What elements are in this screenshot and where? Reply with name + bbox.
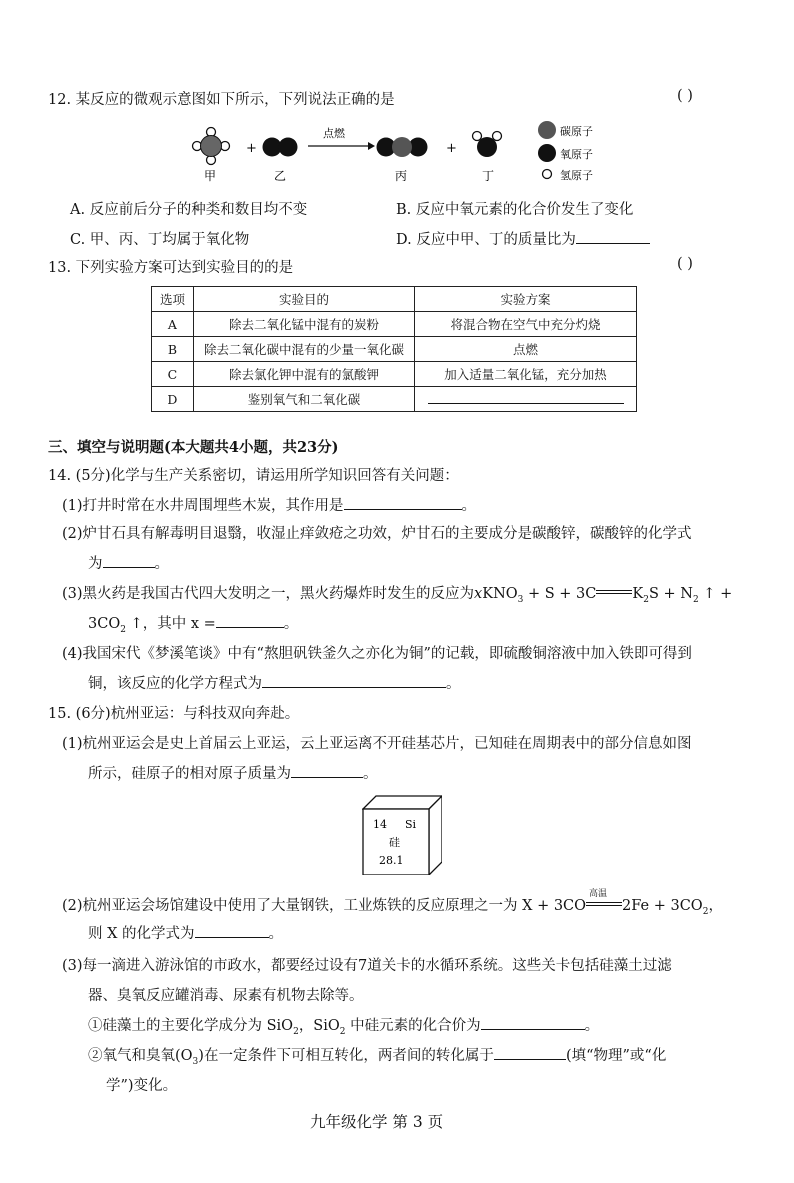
product-co2: 3CO <box>88 616 121 632</box>
reaction-diagram <box>180 112 620 192</box>
q15-stem: 15. (6分)杭州亚运：与科技双向奔赴。 <box>48 706 300 722</box>
row-b-purpose: 除去二氧化碳中混有的少量一氧化碳 <box>193 337 414 362</box>
q14-part3-question: ↑，其中 x = <box>125 616 216 632</box>
q14-part1-blank[interactable] <box>344 495 462 510</box>
table-row <box>152 362 637 387</box>
label-yi: 乙 <box>274 169 287 183</box>
table-row <box>152 387 637 412</box>
q15-part3-line2: 器、臭氧反应罐消毒、尿素有机物去除等。 <box>88 988 364 1004</box>
sio2-text-c: 中硅元素的化合价为 <box>345 1018 481 1034</box>
q12-option-d <box>396 228 650 249</box>
q14-part3-line1 <box>62 582 732 605</box>
sub-2b: 2 <box>692 594 699 605</box>
legend-oxygen: 氧原子 <box>560 148 593 161</box>
header-option: 选项 <box>152 287 194 312</box>
q14-part2-line1: (2)炉甘石具有解毒明目退翳，收湿止痒敛疮之功效，炉甘石的主要成分是碳酸锌，碳酸锌的化学式 <box>62 526 692 542</box>
sub-2e: 2 <box>293 1026 299 1037</box>
header-plan: 实验方案 <box>415 287 637 312</box>
water-molecule-icon <box>473 132 502 158</box>
q12-d-answer-blank[interactable] <box>576 229 650 244</box>
carbon-atom-legend-icon <box>538 121 556 139</box>
arrow-head-icon <box>368 142 375 150</box>
methane-molecule-icon <box>193 128 230 165</box>
q14-stem: 14. (5分)化学与生产关系密切，请运用所学知识回答有关问题： <box>48 468 459 484</box>
q14-part1-text: (1)打井时常在水井周围埋些木炭，其作用是 <box>62 498 344 514</box>
row-c-option: C <box>152 362 194 387</box>
row-d-purpose: 鉴别氧气和二氧化碳 <box>193 387 414 412</box>
q14-part4-line2 <box>88 672 461 693</box>
q12-option-b: B. 反应中氧元素的化合价发生了变化 <box>396 202 634 218</box>
reaction-condition: 点燃 <box>323 127 345 140</box>
q12-answer-bracket: ( ) <box>677 88 693 104</box>
q14-part3-end: 。 <box>283 616 299 632</box>
ozone-text-c: (填“物理”或“化 <box>565 1048 667 1064</box>
element-name: 硅 <box>389 836 400 849</box>
formula-kno3: KNO <box>482 586 518 602</box>
q15-part3-sub1-blank[interactable] <box>481 1015 585 1030</box>
sub-3b: 3 <box>192 1056 199 1067</box>
q12-option-c: C. 甲、丙、丁均属于氧化物 <box>70 232 250 248</box>
q14-part2-end: 。 <box>154 556 169 572</box>
element-symbol: Si <box>405 818 417 831</box>
q15-part3-sub2 <box>88 1044 666 1067</box>
row-d-plan-blank[interactable] <box>428 391 624 404</box>
q14-part2-prefix: 为 <box>88 556 103 572</box>
oxygen-atom-legend-icon <box>538 144 556 162</box>
q15-part1-end: 。 <box>363 766 378 782</box>
row-a-option: A <box>152 312 194 337</box>
q14-part3-text: (3)黑火药是我国古代四大发明之一，黑火药爆炸时发生的反应为 <box>62 586 475 602</box>
product-k: K <box>632 586 644 602</box>
oxygen-molecule-icon <box>263 138 298 157</box>
q15-part3-sub2-blank[interactable] <box>494 1045 566 1060</box>
silicon-element-cube <box>362 795 442 875</box>
q15-part2-line1 <box>62 889 723 917</box>
plus-sign-2: + <box>446 141 457 156</box>
carbon-dioxide-molecule-icon <box>377 137 428 157</box>
row-b-option: B <box>152 337 194 362</box>
q15-part3-sub2-line2: 学”)变化。 <box>106 1078 178 1094</box>
label-bing: 丙 <box>395 169 408 183</box>
sub-2f: 2 <box>339 1026 346 1037</box>
equals-sign-icon <box>596 590 632 594</box>
q15-part1-blank[interactable] <box>291 763 363 778</box>
label-jia: 甲 <box>204 169 217 183</box>
legend-hydrogen: 氢原子 <box>560 169 593 182</box>
sub-2c: 2 <box>120 624 126 635</box>
q14-part2-line2 <box>88 552 169 573</box>
reactants-rest: + S + 3C <box>523 586 597 602</box>
products-fe-co2: 2Fe + 3CO <box>622 898 703 914</box>
high-temp-equals-icon <box>586 889 622 910</box>
q15-part3-sub1-end: 。 <box>584 1018 600 1034</box>
gas-arrow-plus: ↑ + <box>698 586 733 602</box>
element-mass: 28.1 <box>379 854 404 867</box>
comma: ， <box>708 898 723 914</box>
row-d-option: D <box>152 387 194 412</box>
q15-part1-line1: (1)杭州亚运会是史上首届云上亚运，云上亚运离不开硅基芯片，已知硅在周期表中的部分信息如图 <box>62 736 692 752</box>
section3-title: 三、填空与说明题(本大题共4小题，共23分) <box>48 439 339 456</box>
q13-answer-bracket: ( ) <box>677 256 693 272</box>
q15-part3-sub1 <box>88 1014 599 1037</box>
q15-part2-question: 则 X 的化学式为 <box>88 926 195 942</box>
q14-part1 <box>62 494 476 515</box>
sub-3: 3 <box>517 594 524 605</box>
experiment-table <box>151 286 637 412</box>
sio2-text-b: ，SiO <box>298 1018 340 1034</box>
q14-part2-blank[interactable] <box>103 553 155 568</box>
table-row <box>152 337 637 362</box>
ozone-text-b: )在一定条件下可相互转化，两者间的转化属于 <box>198 1048 494 1064</box>
q15-part2-line2 <box>88 922 283 943</box>
q15-part2-text: (2)杭州亚运会场馆建设中使用了大量钢铁，工业炼铁的反应原理之一为 X + 3CO <box>62 898 587 914</box>
sub-2d: 2 <box>702 906 709 917</box>
q14-part4-blank[interactable] <box>262 673 446 688</box>
page-footer: 九年级化学 第 3 页 <box>310 1113 444 1131</box>
q12-option-a: A. 反应前后分子的种类和数目均不变 <box>70 202 308 218</box>
q12-stem: 12. 某反应的微观示意图如下所示，下列说法正确的是 <box>48 92 395 108</box>
q14-part1-end: 。 <box>461 498 477 514</box>
sio2-text-a: ①硅藻土的主要化学成分为 SiO <box>88 1018 294 1034</box>
condition-high-temp: 高温 <box>589 889 608 899</box>
row-d-plan[interactable] <box>415 387 637 412</box>
q14-part4-line1: (4)我国宋代《梦溪笔谈》中有“熬胆矾铁釜久之亦化为铜”的记载，即硫酸铜溶液中加入铁即可得到 <box>62 646 692 662</box>
q14-part4-text: 铜，该反应的化学方程式为 <box>88 676 262 692</box>
q15-part2-blank[interactable] <box>195 923 269 938</box>
element-number: 14 <box>373 818 387 831</box>
label-ding: 丁 <box>482 169 495 183</box>
row-c-purpose: 除去氯化钾中混有的氯酸钾 <box>193 362 414 387</box>
row-b-plan: 点燃 <box>415 337 637 362</box>
q14-part3-line2 <box>88 612 298 635</box>
legend-carbon: 碳原子 <box>560 125 593 138</box>
q15-part2-end: 。 <box>268 926 284 942</box>
coefficient-x: x <box>474 586 483 602</box>
plus-sign-1: + <box>246 141 257 156</box>
q15-part1-line2 <box>88 762 378 783</box>
q13-stem: 13. 下列实验方案可达到实验目的的是 <box>48 260 294 276</box>
product-s-n: S + N <box>648 586 693 602</box>
q14-part3-blank[interactable] <box>216 613 284 628</box>
header-purpose: 实验目的 <box>193 287 414 312</box>
row-a-plan: 将混合物在空气中充分灼烧 <box>415 312 637 337</box>
sub-2a: 2 <box>643 594 649 605</box>
table-row <box>152 312 637 337</box>
q12-option-d-text: D. 反应中甲、丁的质量比为 <box>396 232 576 248</box>
q15-part3-line1: (3)每一滴进入游泳馆的市政水，都要经过设有7道关卡的水循环系统。这些关卡包括硅藻土过滤 <box>62 958 672 974</box>
row-c-plan: 加入适量二氧化锰，充分加热 <box>415 362 637 387</box>
q14-part4-end: 。 <box>446 676 461 692</box>
table-header-row <box>152 287 637 312</box>
q15-part1-text: 所示，硅原子的相对原子质量为 <box>88 766 291 782</box>
row-a-purpose: 除去二氧化锰中混有的炭粉 <box>193 312 414 337</box>
ozone-text-a: ②氧气和臭氧(O <box>88 1048 193 1064</box>
hydrogen-atom-legend-icon <box>543 170 552 179</box>
